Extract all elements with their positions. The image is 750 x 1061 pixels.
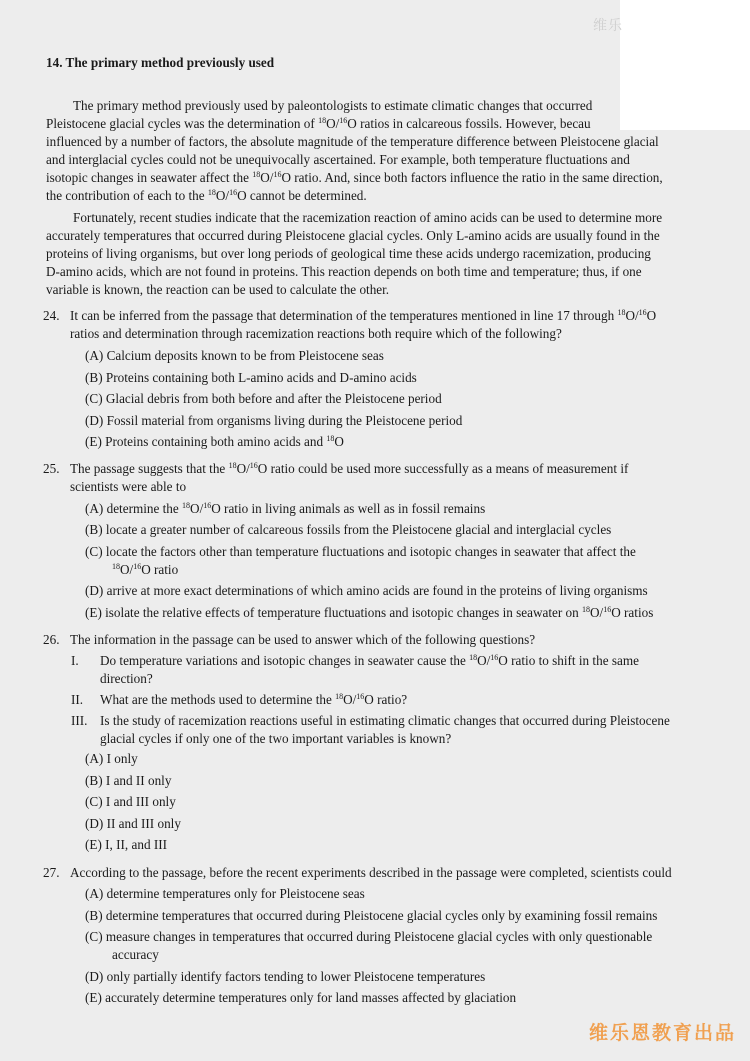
passage-line: proteins of living organisms, but over long periods of geological time these acids undergo racemization, producing [46, 246, 651, 261]
passage-line: influenced by a number of factors, the absolute magnitude of the temperature difference between Pleistocene glacial [46, 134, 659, 149]
corner-overlay [620, 0, 750, 130]
passage-line: the contribution of each to the $^{18}$O/$^{16}$O cannot be determined. [46, 188, 367, 203]
roman-statement: Is the study of racemization reactions useful in estimating climatic changes that occurred during Pleistocene [100, 713, 670, 728]
passage-line: Pleistocene glacial cycles was the determination of $^{18}$O/$^{16}$O ratios in calcareous fossils. However, becau [46, 116, 591, 131]
answer-option: (E) Proteins containing both amino acids and $^{18}$O [85, 434, 344, 449]
passage-line: accurately temperatures that occurred during Pleistocene glacial cycles. Only L-amino acids are usually found in the [46, 228, 660, 243]
answer-option: (D) arrive at more exact determinations of which amino acids are found in the proteins of living organisms [85, 583, 648, 598]
roman-statement: What are the methods used to determine the $^{18}$O/$^{16}$O ratio? [100, 692, 408, 707]
roman-statement: direction? [100, 671, 153, 686]
answer-option: (E) isolate the relative effects of temperature fluctuations and isotopic changes in seawater on $^{18}$O/$^{16}$O ratios [85, 605, 654, 620]
question-number: 25. [43, 461, 60, 476]
question-number: 26. [43, 632, 60, 647]
roman-statement: Do temperature variations and isotopic changes in seawater cause the $^{18}$O/$^{16}$O ratio to shift in the same [100, 653, 639, 668]
answer-option: (C) measure changes in temperatures that occurred during Pleistocene glacial cycles with only questionable [85, 929, 653, 944]
section-heading: 14. The primary method previously used [46, 55, 275, 70]
roman-numeral: I. [71, 653, 79, 668]
answer-option: (C) Glacial debris from both before and after the Pleistocene period [85, 391, 442, 406]
question-stem: According to the passage, before the recent experiments described in the passage were completed, scientists could [70, 865, 672, 880]
roman-statement: glacial cycles if only one of the two important variables is known? [100, 731, 452, 746]
question-stem: The information in the passage can be used to answer which of the following questions? [70, 632, 536, 647]
answer-option: (B) determine temperatures that occurred during Pleistocene glacial cycles only by examining fossil remains [85, 908, 658, 923]
passage-line: The primary method previously used by paleontologists to estimate climatic changes that occurred [73, 98, 593, 113]
question-stem: scientists were able to [70, 479, 187, 494]
answer-option: (A) I only [85, 751, 138, 766]
answer-option: (D) Fossil material from organisms living during the Pleistocene period [85, 413, 463, 428]
question-number: 27. [43, 865, 60, 880]
passage-line: variable is known, the reaction can be used to calculate the other. [46, 282, 390, 297]
watermark-bottom: 维乐恩教育出品 [589, 1022, 737, 1044]
answer-option: (D) II and III only [85, 816, 181, 831]
answer-option: (C) locate the factors other than temperature fluctuations and isotopic changes in seawater that affect the [85, 544, 636, 559]
roman-numeral: III. [71, 713, 88, 728]
question-stem: The passage suggests that the $^{18}$O/$^{16}$O ratio could be used more successfully as a means of measurement if [70, 461, 629, 476]
answer-option: (D) only partially identify factors tending to lower Pleistocene temperatures [85, 969, 486, 984]
roman-numeral: II. [71, 692, 84, 707]
answer-option: $^{18}$O/$^{16}$O ratio [112, 562, 179, 577]
answer-option: (A) Calcium deposits known to be from Pleistocene seas [85, 348, 384, 363]
answer-option: accuracy [112, 947, 159, 962]
answer-option: (A) determine the $^{18}$O/$^{16}$O ratio in living animals as well as in fossil remains [85, 501, 486, 516]
question-stem: ratios and determination through racemization reactions both require which of the following? [70, 326, 562, 341]
passage-line: Fortunately, recent studies indicate that the racemization reaction of amino acids can be used to determine more [73, 210, 663, 225]
passage-line: and interglacial cycles could not be unequivocally ascertained. For example, both temperature fluctuations and [46, 152, 630, 167]
answer-option: (B) Proteins containing both L-amino acids and D-amino acids [85, 370, 417, 385]
answer-option: (C) I and III only [85, 794, 176, 809]
answer-option: (E) I, II, and III [85, 837, 168, 852]
passage-line: isotopic changes in seawater affect the $^{18}$O/$^{16}$O ratio. And, since both factors influence the ratio in the same direction, [46, 170, 663, 185]
question-number: 24. [43, 308, 60, 323]
answer-option: (B) I and II only [85, 773, 172, 788]
answer-option: (A) determine temperatures only for Pleistocene seas [85, 886, 365, 901]
question-stem: It can be inferred from the passage that determination of the temperatures mentioned in line 17 through $^{18}$O/$^{16}$O [70, 308, 657, 323]
answer-option: (B) locate a greater number of calcareous fossils from the Pleistocene glacial and interglacial cycles [85, 522, 612, 537]
answer-option: (E) accurately determine temperatures only for land masses affected by glaciation [85, 990, 517, 1005]
watermark-top: 维乐 [593, 18, 623, 34]
passage-line: D-amino acids, which are not found in proteins. This reaction depends on both time and temperature; thus, if one [46, 264, 642, 279]
